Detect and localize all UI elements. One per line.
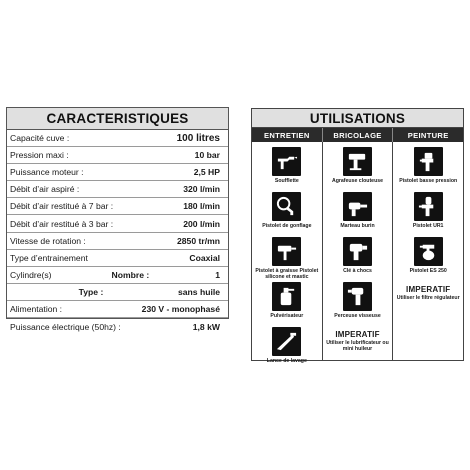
spec-label: Débit d’air aspiré : <box>10 184 80 195</box>
imperatif-text: Utiliser le filtre régulateur <box>396 295 460 301</box>
spec-value: sans huile <box>177 286 220 297</box>
column-header-peinture: PEINTURE <box>407 130 449 140</box>
spec-label: Puissance moteur : <box>10 167 84 178</box>
spec-row <box>7 318 228 335</box>
uses-column-entretien <box>252 142 323 364</box>
tool-item <box>334 282 380 325</box>
spec-label: Vitesse de rotation : <box>10 235 86 246</box>
blow-gun-icon <box>272 147 301 176</box>
spec-row <box>7 130 228 147</box>
spec-row <box>7 250 228 267</box>
tool-item <box>413 192 444 235</box>
tool-item <box>340 192 374 235</box>
tool-caption: Pistolet à graisse Pistolet silicone et mastic <box>255 268 319 280</box>
uses-columns <box>252 142 463 364</box>
spec-row <box>7 198 228 215</box>
spec-row <box>7 267 228 284</box>
imperatif-note <box>323 330 393 352</box>
imperatif-title: IMPERATIF <box>335 330 380 339</box>
chisel-hammer-icon <box>343 192 372 221</box>
tool-caption: Pistolet de gonflage <box>262 223 312 229</box>
grease-gun-icon <box>272 237 301 266</box>
spec-sublabel: Type : <box>78 286 104 297</box>
spec-row <box>7 301 228 318</box>
spec-value: 1,8 kW <box>192 321 220 332</box>
spec-sublabel: Nombre : <box>111 269 150 280</box>
low-pressure-gun-icon <box>414 147 443 176</box>
uses-title: UTILISATIONS <box>252 109 463 128</box>
tool-item <box>399 147 457 190</box>
tool-caption: Lance de lavage <box>266 358 307 364</box>
tool-caption: Marteau burin <box>340 223 375 229</box>
spec-value: Coaxial <box>189 252 220 263</box>
spec-label: Débit d’air restitué à 7 bar : <box>10 201 114 212</box>
specifications-title: CARACTERISTIQUES <box>7 108 228 130</box>
spec-row <box>7 147 228 164</box>
spec-value: 230 V - monophasé <box>141 303 220 314</box>
spec-label: Débit d’air restitué à 3 bar : <box>10 218 114 229</box>
spec-label: Type d’entrainement <box>10 252 88 263</box>
specifications-table <box>6 107 229 332</box>
spec-row <box>7 233 228 250</box>
tool-caption: Agrafeuse clouteuse <box>331 178 384 184</box>
spec-label: Capacité cuve : <box>10 133 70 144</box>
tool-item <box>262 192 311 235</box>
drill-icon <box>343 282 372 311</box>
imperatif-title: IMPERATIF <box>406 285 451 294</box>
tool-item <box>332 147 383 190</box>
specifications-rows <box>7 130 228 335</box>
sprayer-icon <box>272 282 301 311</box>
stapler-icon <box>343 147 372 176</box>
spec-value: 2,5 HP <box>193 167 220 178</box>
spec-value: 320 l/min <box>183 184 220 195</box>
uses-column-headers <box>252 128 463 142</box>
spray-gun-es250-icon <box>414 237 443 266</box>
tool-caption: Pulvérisateur <box>270 313 304 319</box>
tool-item <box>254 237 320 280</box>
spec-row <box>7 284 228 301</box>
tool-caption: Clé à chocs <box>343 268 372 274</box>
uses-column-bricolage <box>323 142 394 360</box>
tool-caption: Pistolet UR1 <box>412 223 444 229</box>
spec-value: 2850 tr/mn <box>177 235 220 246</box>
spec-label: Cylindre(s) <box>10 269 52 280</box>
spec-label: Puissance électrique (50hz) : <box>10 321 121 332</box>
spec-value: 200 l/min <box>183 218 220 229</box>
tool-item <box>410 237 447 280</box>
tool-item <box>270 282 303 325</box>
uses-table <box>251 108 464 364</box>
spec-value: 10 bar <box>194 150 220 161</box>
spec-value: 1 <box>215 269 220 280</box>
column-header-entretien: ENTRETIEN <box>252 128 323 142</box>
spec-value: 100 litres <box>176 132 220 144</box>
spec-row <box>7 181 228 198</box>
tool-caption: Pistolet ES 250 <box>409 268 447 274</box>
tool-caption: Pistolet basse pression <box>399 178 458 184</box>
spec-label: Alimentation : <box>10 303 63 314</box>
spec-row <box>7 215 228 232</box>
tool-item <box>272 147 301 190</box>
tool-item <box>267 327 307 370</box>
spec-label: Pression maxi : <box>10 150 69 161</box>
spray-gun-ur1-icon <box>414 192 443 221</box>
inflation-gun-icon <box>272 192 301 221</box>
uses-column-peinture <box>393 142 463 360</box>
tool-item <box>343 237 372 280</box>
spec-row <box>7 164 228 181</box>
spec-value: 180 l/min <box>183 201 220 212</box>
imperatif-note <box>397 285 460 301</box>
tool-caption: Perceuse visseuse <box>334 313 381 319</box>
washing-lance-icon <box>272 327 301 356</box>
tool-caption: Soufflette <box>274 178 299 184</box>
column-header-bricolage: BRICOLAGE <box>323 128 394 142</box>
impact-wrench-icon <box>343 237 372 266</box>
imperatif-text: Utiliser le lubrificateur ou mini huileur <box>326 340 389 352</box>
